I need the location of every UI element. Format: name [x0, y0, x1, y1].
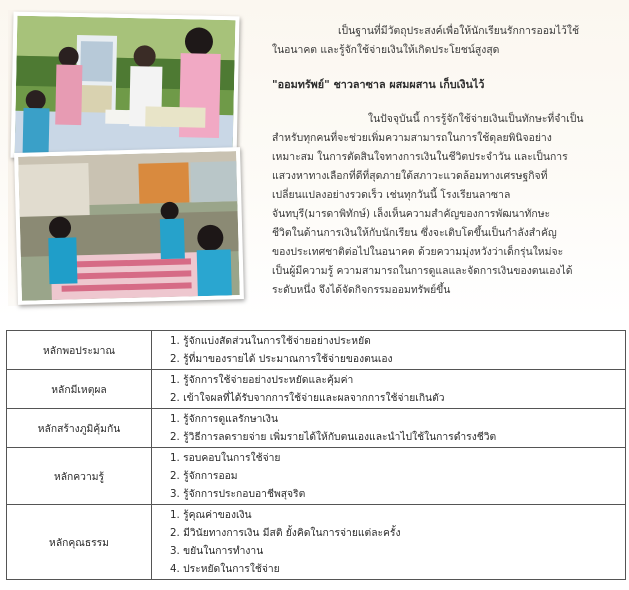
- principle-name: หลักพอประมาณ: [7, 331, 152, 370]
- table-row: [7, 505, 626, 580]
- principle-items: [152, 448, 626, 505]
- section-heading: "ออมทรัพย์" ชาวลาซาล ผสมผสาน เก็บเงินไว้: [272, 78, 485, 91]
- list-item: 4. ประหยัดในการใช้จ่าย: [170, 563, 280, 575]
- photo-students-poster-image: [15, 16, 236, 159]
- body-line: แสวงหาทางเลือกที่ดีที่สุดภายใต้สภาวะแวดล้อมทางเศรษฐกิจที่: [272, 170, 548, 182]
- principle-items: [152, 331, 626, 370]
- intro-paragraph: [272, 22, 608, 60]
- list-item: 3. รู้จักการประกอบอาชีพสุจริต: [170, 488, 306, 500]
- list-item: 1. รู้จักแบ่งสัดส่วนในการใช้จ่ายอย่างประหยัด: [170, 335, 371, 347]
- principle-items: [152, 505, 626, 580]
- list-item: 1. รู้จักการดูแลรักษาเงิน: [170, 413, 278, 425]
- principles-table: [6, 330, 626, 580]
- body-line: ในปัจจุบันนี้ การรู้จักใช้จ่ายเงินเป็นทักษะที่จำเป็น: [368, 113, 584, 125]
- body-paragraph: [272, 110, 612, 300]
- table-row: [7, 448, 626, 505]
- body-line: ระดับหนึ่ง จึงได้จัดกิจกรรมออมทรัพย์ขึ้น: [272, 284, 451, 296]
- principle-items: [152, 370, 626, 409]
- list-item: 2. รู้วิธีการลดรายจ่าย เพิ่มรายได้ให้กับตนเองและนำไปใช้ในการดำรงชีวิต: [170, 431, 497, 443]
- principle-name: หลักสร้างภูมิคุ้มกัน: [7, 409, 152, 448]
- activity-photo-1: [10, 12, 239, 163]
- body-line: ชีวิตในด้านการเงินให้กับนักเรียน ซึ่งจะเติบโตขึ้นเป็นกำลังสำคัญ: [272, 227, 557, 239]
- list-item: 1. รู้คุณค่าของเงิน: [170, 509, 252, 521]
- body-line: เปลี่ยนแปลงอย่างรวดเร็ว เช่นทุกวันนี้ โรงเรียนลาซาล: [272, 189, 511, 201]
- table-row: [7, 370, 626, 409]
- body-line: เหมาะสม ในการตัดสินใจทางการเงินในชีวิตประจำวัน และเป็นการ: [272, 151, 568, 163]
- table-row: [7, 409, 626, 448]
- list-item: 1. รอบคอบในการใช้จ่าย: [170, 452, 281, 464]
- activity-photo-2: [14, 147, 244, 305]
- body-line: สำหรับทุกคนที่จะช่วยเพิ่มความสามารถในการใช้ดุลยพินิจอย่าง: [272, 132, 552, 144]
- body-line: เป็นผู้มีความรู้ ความสามารถในการดูแลและจัดการเงินของตนเองได้: [272, 265, 573, 277]
- principle-name: หลักมีเหตุผล: [7, 370, 152, 409]
- list-item: 3. ขยันในการทำงาน: [170, 545, 264, 557]
- list-item: 2. เข้าใจผลที่ได้รับจากการใช้จ่ายและผลจากการใช้จ่ายเกินตัว: [170, 392, 445, 404]
- principle-name: หลักความรู้: [7, 448, 152, 505]
- principle-name: หลักคุณธรรม: [7, 505, 152, 580]
- list-item: 2. รู้จักการออม: [170, 470, 238, 482]
- list-item: 1. รู้จักการใช้จ่ายอย่างประหยัดและคุ้มค่า: [170, 374, 354, 386]
- photo-students-table-image: [18, 151, 240, 301]
- table-row: [7, 331, 626, 370]
- body-line: ของประเทศชาติต่อไปในอนาคต ด้วยความมุ่งหวังว่าเด็กรุ่นใหม่จะ: [272, 246, 564, 258]
- principle-items: [152, 409, 626, 448]
- intro-line-1: เป็นฐานที่มีวัตถุประสงค์เพื่อให้นักเรียนรักการออมไว้ใช้: [338, 25, 579, 37]
- body-line: จันทบุรี(มารดาพิทักษ์) เล็งเห็นความสำคัญของการพัฒนาทักษะ: [272, 208, 551, 220]
- list-item: 2. มีวินัยทางการเงิน มีสติ ยั้งคิดในการจ่ายแต่ละครั้ง: [170, 527, 401, 539]
- list-item: 2. รู้ที่มาของรายได้ ประมาณการใช้จ่ายของตนเอง: [170, 353, 393, 365]
- intro-line-2: ในอนาคต และรู้จักใช้จ่ายเงินให้เกิดประโยชน์สูงสุด: [272, 44, 500, 56]
